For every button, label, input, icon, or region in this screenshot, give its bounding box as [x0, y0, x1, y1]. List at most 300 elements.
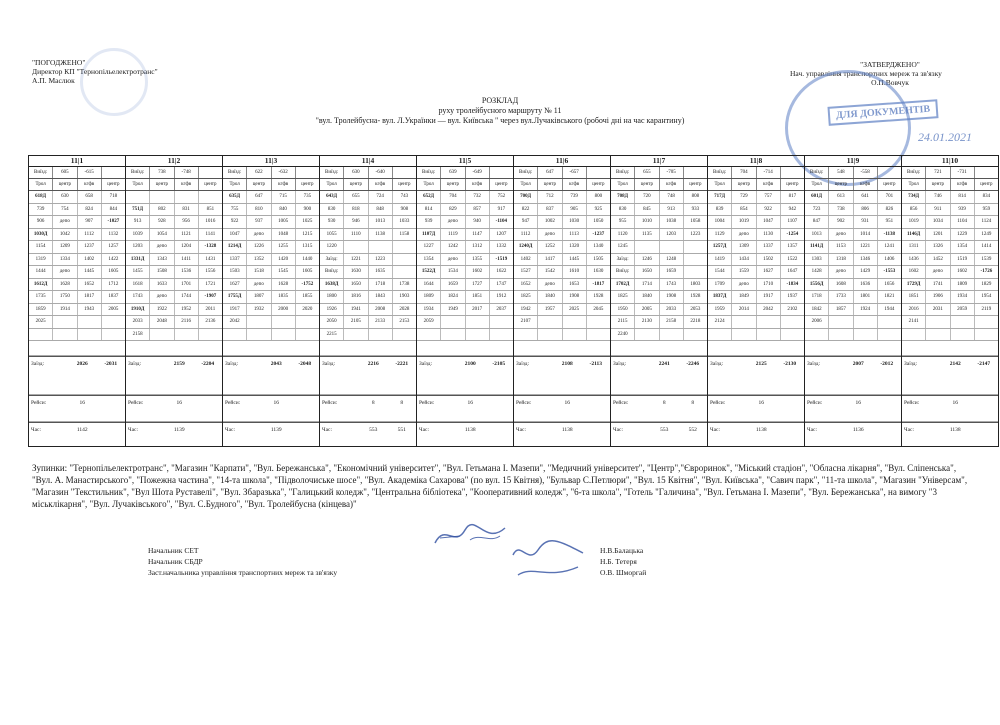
block-header-row: [611, 179, 707, 191]
table-cell: 1837Д: [708, 291, 732, 303]
start-time: 605: [53, 167, 77, 178]
table-cell: депо: [538, 229, 562, 241]
table-cell: 729: [732, 191, 756, 203]
table-cell: 1721: [205, 281, 216, 287]
table-row: [223, 279, 319, 292]
end-time: 2142: [949, 361, 961, 367]
table-cell: 708Д: [611, 191, 635, 203]
block-start-row: [417, 167, 513, 179]
spacer: [805, 370, 901, 395]
block-end-row: [514, 356, 610, 370]
table-cell: 1917: [223, 304, 247, 316]
table-cell: 1048: [272, 229, 296, 241]
block-start-row: [29, 167, 125, 179]
table-cell: 1932: [247, 304, 271, 316]
table-row: [320, 241, 416, 254]
table-cell: 802: [150, 204, 174, 216]
table-cell: 1312: [466, 241, 490, 253]
column-header: кгфв: [563, 179, 587, 190]
table-row: [223, 316, 319, 329]
end-label: Заїзд:: [419, 361, 433, 367]
column-header: центр: [786, 182, 799, 187]
table-cell: 1042: [53, 229, 77, 241]
schedule-block: [319, 155, 417, 447]
table-cell: 1747: [496, 281, 507, 287]
trips-value: 16: [176, 400, 183, 406]
table-cell: 2050: [320, 316, 344, 328]
table-cell: 1019: [732, 216, 756, 228]
table-cell: 2037: [496, 306, 507, 312]
block-title: 11|6: [514, 156, 610, 167]
schedule-block: [901, 155, 999, 447]
table-cell: 1928: [690, 294, 701, 299]
spacer: [417, 370, 513, 395]
table-cell: -1138: [883, 231, 896, 237]
end-time: -2031: [104, 361, 118, 367]
table-cell: -1104: [495, 219, 508, 224]
table-cell: 2016: [902, 304, 926, 316]
table-cell: -1752: [301, 281, 314, 287]
table-cell: 1209: [53, 241, 77, 253]
table-cell: 829: [441, 204, 465, 216]
column-header: Трол: [29, 179, 53, 190]
table-row: [708, 266, 804, 279]
signature-scribble-2-icon: [508, 535, 588, 585]
table-cell: депо: [926, 266, 950, 278]
block-end-row: [29, 356, 125, 370]
table-cell: 1326: [926, 241, 950, 253]
table-row: [417, 216, 513, 229]
table-row: [514, 254, 610, 267]
start-time: 704: [732, 167, 756, 178]
table-cell: 2153: [399, 319, 410, 324]
table-row: [902, 266, 998, 279]
block-time-row: [320, 422, 416, 436]
table-row: [708, 254, 804, 267]
table-cell: 1119: [441, 229, 465, 241]
table-cell: 1937: [787, 294, 798, 299]
table-cell: [635, 329, 659, 341]
table-cell: 1630: [593, 269, 604, 274]
time-label: Час:: [613, 427, 623, 433]
table-cell: 1141: [205, 231, 216, 237]
schedule-block: [513, 155, 611, 447]
table-row: [611, 229, 707, 242]
table-cell: 1914: [53, 304, 77, 316]
table-row: [514, 229, 610, 242]
table-row: [320, 316, 416, 329]
table-cell: [223, 329, 247, 341]
table-cell: 2059: [417, 316, 441, 328]
table-cell: 1644: [417, 279, 441, 291]
table-cell: 1452: [926, 254, 950, 266]
end-label: Заїзд:: [322, 361, 336, 367]
table-cell: 1320: [563, 241, 587, 253]
block-trips-row: [126, 395, 222, 409]
schedule-block: [125, 155, 223, 447]
block-time-row: [223, 422, 319, 436]
column-header: центр: [883, 182, 896, 187]
end-label: Заїзд:: [807, 361, 821, 367]
spacer: [320, 409, 416, 422]
table-cell: 1252: [538, 241, 562, 253]
block-trips-row: [611, 395, 707, 409]
table-cell: 1701: [175, 279, 199, 291]
spacer: [611, 409, 707, 422]
table-row: [514, 329, 610, 342]
table-cell: 1343: [150, 254, 174, 266]
table-cell: 1153: [829, 241, 853, 253]
approval-right-label: "ЗАТВЕРДЖЕНО": [860, 60, 920, 69]
table-row: [320, 191, 416, 204]
table-row: [223, 216, 319, 229]
table-cell: 1503: [223, 266, 247, 278]
table-cell: 734Д: [902, 191, 926, 203]
table-cell: 2045: [593, 306, 604, 312]
table-cell: -1726: [980, 269, 993, 274]
table-cell: -1834: [786, 281, 799, 287]
approval-right-position: Нач. управління транспортних мереж та зв'язку: [790, 69, 942, 78]
table-cell: 1610: [563, 266, 587, 278]
table-cell: 1829: [981, 281, 992, 287]
table-cell: 1542: [538, 266, 562, 278]
table-cell: [393, 329, 416, 341]
table-row: [29, 216, 125, 229]
table-row: [223, 304, 319, 317]
table-cell: 754: [53, 204, 77, 216]
table-cell: 700Д: [514, 191, 538, 203]
table-cell: депо: [441, 254, 465, 266]
table-cell: 1311: [902, 241, 926, 253]
table-cell: [684, 329, 707, 341]
start-time: -714: [757, 167, 781, 178]
table-cell: 1518: [247, 266, 271, 278]
trips-value-2: [97, 396, 125, 409]
table-cell: депо: [538, 279, 562, 291]
table-row: [126, 279, 222, 292]
time-value-2: [194, 423, 222, 436]
table-cell: 630: [53, 191, 77, 203]
table-row: [708, 304, 804, 317]
end-time: -2246: [686, 361, 700, 367]
table-cell: 1318: [829, 254, 853, 266]
table-row: [126, 304, 222, 317]
table-cell: 1255: [272, 241, 296, 253]
table-cell: 1934: [417, 304, 441, 316]
table-cell: 1840: [538, 291, 562, 303]
table-cell: -1027: [107, 219, 120, 224]
end-time: 2043: [270, 361, 282, 367]
table-cell: 655: [344, 191, 368, 203]
end-label: Заїзд:: [128, 361, 142, 367]
signature-role-2: Начальник СБДР: [148, 557, 203, 566]
table-cell: [587, 316, 610, 328]
table-cell: [684, 254, 707, 266]
table-cell: 1957: [538, 304, 562, 316]
table-cell: [490, 329, 513, 341]
table-cell: 1647: [787, 269, 798, 274]
time-value: 1138: [949, 427, 961, 433]
table-cell: 1633: [150, 279, 174, 291]
trips-value: 16: [467, 400, 474, 406]
table-cell: 2014: [732, 304, 756, 316]
table-cell: 1908: [660, 291, 684, 303]
table-cell: 1319: [29, 254, 53, 266]
table-cell: 1536: [175, 266, 199, 278]
table-cell: 1010: [635, 216, 659, 228]
table-cell: 1803: [690, 281, 701, 287]
table-cell: 2005: [635, 304, 659, 316]
table-row: [417, 291, 513, 304]
table-cell: Виїзд:: [611, 266, 635, 278]
start-label: Виїзд:: [902, 167, 926, 178]
table-cell: 2000: [272, 304, 296, 316]
end-label: Заїзд:: [613, 361, 627, 367]
table-row: [29, 304, 125, 317]
table-cell: 913: [126, 216, 150, 228]
table-cell: 1420: [272, 254, 296, 266]
table-cell: 848: [369, 204, 393, 216]
table-cell: 1445: [78, 266, 102, 278]
table-cell: 824: [78, 204, 102, 216]
column-header: центр: [495, 182, 508, 187]
table-cell: 2115: [611, 316, 635, 328]
table-row: [29, 279, 125, 292]
table-cell: 723: [805, 204, 829, 216]
table-cell: 1047: [223, 229, 247, 241]
table-cell: [296, 329, 319, 341]
time-value: 1138: [464, 427, 476, 433]
table-cell: депо: [829, 229, 853, 241]
table-cell: 1954: [981, 294, 992, 299]
column-header: Трол: [223, 179, 247, 190]
table-row: [29, 229, 125, 242]
approval-left-name: А.П. Маслюк: [32, 76, 75, 85]
spacer: [223, 341, 319, 356]
signature-role-1: Начальник СЕТ: [148, 546, 199, 555]
table-cell: 1950: [611, 304, 635, 316]
column-header: Трол: [805, 179, 829, 190]
table-cell: -1328: [204, 244, 217, 249]
table-row: [902, 204, 998, 217]
column-header: центр: [980, 182, 993, 187]
end-time: -2012: [880, 361, 894, 367]
table-row: [320, 229, 416, 242]
block-header-row: [514, 179, 610, 191]
table-cell: 1851: [902, 291, 926, 303]
trips-value: 8: [371, 400, 375, 406]
table-row: [902, 254, 998, 267]
table-cell: депо: [441, 216, 465, 228]
table-cell: 1627: [223, 279, 247, 291]
table-cell: [53, 329, 77, 341]
block-trips-row: [708, 395, 804, 409]
table-cell: 1440: [302, 256, 313, 262]
table-cell: 922: [757, 204, 781, 216]
table-cell: 2020: [302, 306, 313, 312]
table-cell: 1417: [538, 254, 562, 266]
trips-label: Рейси:: [904, 400, 920, 406]
table-row: [902, 329, 998, 342]
table-cell: 1241: [884, 244, 895, 249]
table-row: [514, 304, 610, 317]
table-cell: [78, 329, 102, 341]
table-row: [611, 279, 707, 292]
column-header: центр: [398, 182, 411, 187]
table-cell: 1221: [854, 241, 878, 253]
table-cell: 1038: [660, 216, 684, 228]
table-row: [126, 191, 222, 204]
block-title: 11|3: [223, 156, 319, 167]
table-cell: 1033: [399, 219, 410, 224]
time-value-2: [485, 423, 513, 436]
table-row: [611, 204, 707, 217]
spacer: [805, 409, 901, 422]
block-end-row: [417, 356, 513, 370]
table-cell: 1837: [108, 294, 119, 299]
table-cell: 1121: [175, 229, 199, 241]
stops-list: Зупинки: "Тернопільелектротранс", "Магазин "Карпати", "Вул. Бережанська", "Економічний університет", "Вул. Гетьмана І. Мазепи", "Медичний університет", "Центр","Євроринок", "Міський стадіон", "Обласна лікарня", "Вул. Сліпенська", "Вул. А. Манастирського", "Пожежна частина", "14-та школа", "Підволочиське шосе", "Вул. Академіка Сахарова" (по вул. 15 Квітня), "Бульвар С.Петлюри", "Вул. 15 Квітня", "Вул. Київська", "Савич парк", "11-та школа", "Магазин "Універсам", "Магазин "Текстильник", "Вул Шота Руставелі", "Вул. Збаразька", "Галицький коледж", "Центральна бібліотека", "Кооперативний коледж", "6-та школа", "Готель "Галичина", "Вул. Гетьмана І. Мазепи", "Вул. Бережанська", на вимогу "3 міськлікарня", "Вул. Лучаківського", "Вул. С.Будного", "Вул. Тролейбусна (кінцева)": [32, 463, 968, 509]
table-cell: 2006: [805, 316, 829, 328]
table-cell: 1709: [708, 279, 732, 291]
table-cell: [417, 329, 441, 341]
start-time: -731: [951, 167, 975, 178]
end-time: -2113: [589, 361, 603, 367]
table-cell: 1050: [593, 219, 604, 224]
table-cell: 1855: [302, 294, 313, 299]
approval-right-name: О.П.Вовчук: [871, 78, 909, 87]
table-cell: 1741: [926, 279, 950, 291]
table-cell: 851: [206, 206, 215, 212]
table-cell: 1406: [884, 256, 895, 262]
spacer: [514, 370, 610, 395]
table-cell: 1842: [805, 304, 829, 316]
table-cell: 720: [635, 191, 659, 203]
table-cell: 1337: [757, 241, 781, 253]
table-cell: 1656: [884, 281, 895, 287]
table-cell: [708, 329, 732, 341]
table-cell: [272, 316, 296, 328]
table-row: [708, 279, 804, 292]
table-row: [902, 191, 998, 204]
table-cell: 1733: [829, 291, 853, 303]
table-row: [708, 241, 804, 254]
table-cell: [538, 329, 562, 341]
block-trips-row: [514, 395, 610, 409]
table-cell: 1436: [902, 254, 926, 266]
table-cell: 925: [594, 206, 603, 212]
table-cell: 1801: [854, 291, 878, 303]
table-cell: [175, 191, 199, 203]
start-time: 622: [247, 167, 271, 178]
table-row: [514, 191, 610, 204]
schedule-block: [222, 155, 320, 447]
time-value: 1139: [270, 427, 282, 433]
table-cell: 735: [303, 194, 312, 199]
time-value-2: [970, 423, 998, 436]
table-row: [29, 266, 125, 279]
table-cell: [102, 329, 125, 341]
table-cell: 1843: [369, 291, 393, 303]
table-cell: 1944: [884, 306, 895, 312]
table-cell: 1014: [854, 229, 878, 241]
table-cell: 826: [885, 206, 894, 212]
table-cell: 718: [109, 194, 118, 199]
block-end-row: [223, 356, 319, 370]
table-cell: 1652: [514, 279, 538, 291]
title-line1: РОЗКЛАД: [481, 96, 519, 105]
block-end-row: [902, 356, 998, 370]
table-cell: [926, 316, 950, 328]
table-row: [611, 316, 707, 329]
table-cell: [199, 191, 222, 203]
table-cell: [635, 241, 659, 253]
table-cell: 1120: [611, 229, 635, 241]
signature-name-1: Н.В.Балацька: [600, 546, 644, 555]
trips-value-2: [970, 396, 998, 409]
table-cell: 2005: [108, 306, 119, 312]
spacer: [320, 370, 416, 395]
page-title: [0, 96, 1000, 126]
table-cell: 2008: [369, 304, 393, 316]
column-header: центр: [926, 179, 950, 190]
trips-label: Рейси:: [807, 400, 823, 406]
table-row: [514, 316, 610, 329]
spacer: [708, 409, 804, 422]
time-value-2: [873, 423, 901, 436]
table-cell: 1924: [854, 304, 878, 316]
block-title: 11|5: [417, 156, 513, 167]
table-cell: 946: [344, 216, 368, 228]
table-cell: 847: [805, 216, 829, 228]
block-header-row: [126, 179, 222, 191]
time-value: 1138: [755, 427, 767, 433]
column-header: кгфв: [951, 179, 975, 190]
table-cell: 1124: [981, 219, 992, 224]
table-cell: [757, 316, 781, 328]
column-header: центр: [829, 179, 853, 190]
table-row: [417, 316, 513, 329]
table-cell: 635Д: [223, 191, 247, 203]
table-cell: 931: [854, 216, 878, 228]
table-cell: 902: [829, 216, 853, 228]
end-time: -2221: [395, 361, 409, 367]
column-header: Трол: [126, 179, 150, 190]
table-row: [611, 216, 707, 229]
table-cell: -1237: [592, 231, 605, 237]
table-cell: 845: [635, 204, 659, 216]
column-header: кгфв: [175, 179, 199, 190]
start-label: Виїзд:: [126, 167, 150, 178]
table-cell: [393, 254, 416, 266]
table-cell: [247, 329, 271, 341]
table-cell: 2033: [126, 316, 150, 328]
table-cell: [369, 329, 393, 341]
table-cell: 810: [247, 204, 271, 216]
table-cell: [829, 329, 853, 341]
end-time: 2007: [852, 361, 864, 367]
table-cell: [951, 316, 975, 328]
table-cell: [150, 191, 174, 203]
table-cell: депо: [247, 279, 271, 291]
table-cell: 1303: [805, 254, 829, 266]
block-title: 11|9: [805, 156, 901, 167]
end-time: -2130: [783, 361, 797, 367]
table-cell: [78, 316, 102, 328]
table-cell: 1922: [150, 304, 174, 316]
table-row: [805, 279, 901, 292]
table-cell: 1628: [53, 279, 77, 291]
